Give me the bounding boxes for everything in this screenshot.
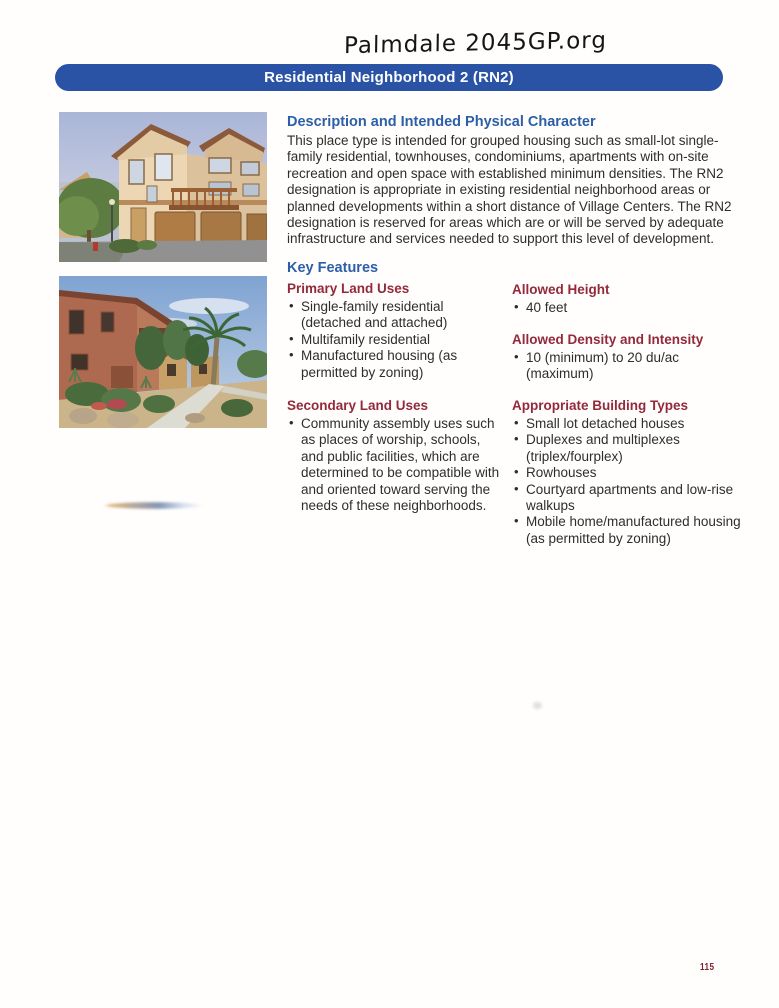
primary-land-uses-subsection [287, 281, 500, 381]
list-item: • Community assembly uses such as places of worship, schools, and public facilities, which are determined to be compatible with and oriented toward serving the needs of these neighborhoods. [287, 416, 504, 514]
list-item: • Courtyard apartments and low-rise walkups [512, 482, 742, 515]
list-item: • Rowhouses [512, 465, 742, 481]
list-item: • Multifamily residential [287, 332, 500, 348]
allowed-height-heading: Allowed Height [512, 282, 610, 297]
key-features-section [287, 260, 739, 590]
page-number: 115 [700, 962, 715, 973]
secondary-land-uses-list [287, 416, 504, 514]
building-types-list [512, 416, 742, 547]
allowed-density-subsection [512, 332, 739, 383]
list-item: • Single-family residential (detached and attached) [287, 299, 500, 332]
desert-courtyard-apartments-photo [59, 276, 267, 428]
list-item: • Duplexes and multiplexes (triplex/fourplex) [512, 432, 742, 465]
primary-land-uses-heading: Primary Land Uses [287, 281, 410, 296]
description-body: This place type is intended for grouped housing such as small-lot single-family residential, townhouses, condominiums, apartments with on-site recreation and open space with established minimum densities. The RN2 designation is appropriate in existing residential neighborhood areas or planned developments within a short distance of Village Centers. The RN2 designation is reserved for areas which are or will be served by adequate infrastructure and services needed to support this level of development. [287, 133, 732, 247]
three-story-townhomes-photo [59, 112, 267, 262]
secondary-land-uses-heading: Secondary Land Uses [287, 398, 429, 413]
primary-land-uses-list [287, 299, 500, 381]
building-types-heading: Appropriate Building Types [512, 398, 689, 413]
description-heading: Description and Intended Physical Character [287, 114, 596, 130]
desert-apartments-illustration [59, 276, 267, 428]
townhomes-illustration [59, 112, 267, 262]
section-banner [55, 64, 723, 91]
description-section [287, 114, 739, 248]
key-features-heading: Key Features [287, 260, 379, 276]
allowed-density-list [512, 350, 739, 383]
list-item: • 40 feet [512, 300, 739, 316]
section-title: Residential Neighborhood 2 (RN2) [264, 69, 514, 86]
building-types-subsection [512, 398, 742, 547]
scan-speck-artifact [533, 702, 542, 709]
handwritten-note: Palmdale 2045GP.org [343, 27, 608, 60]
secondary-land-uses-subsection [287, 398, 504, 514]
allowed-density-heading: Allowed Density and Intensity [512, 332, 704, 347]
scan-smudge-artifact [106, 502, 202, 509]
allowed-height-subsection [512, 282, 739, 316]
list-item: • Mobile home/manufactured housing (as permitted by zoning) [512, 514, 742, 547]
list-item: • Manufactured housing (as permitted by zoning) [287, 348, 500, 381]
allowed-height-list [512, 300, 739, 316]
list-item: • Small lot detached houses [512, 416, 742, 432]
list-item: • 10 (minimum) to 20 du/ac (maximum) [512, 350, 739, 383]
